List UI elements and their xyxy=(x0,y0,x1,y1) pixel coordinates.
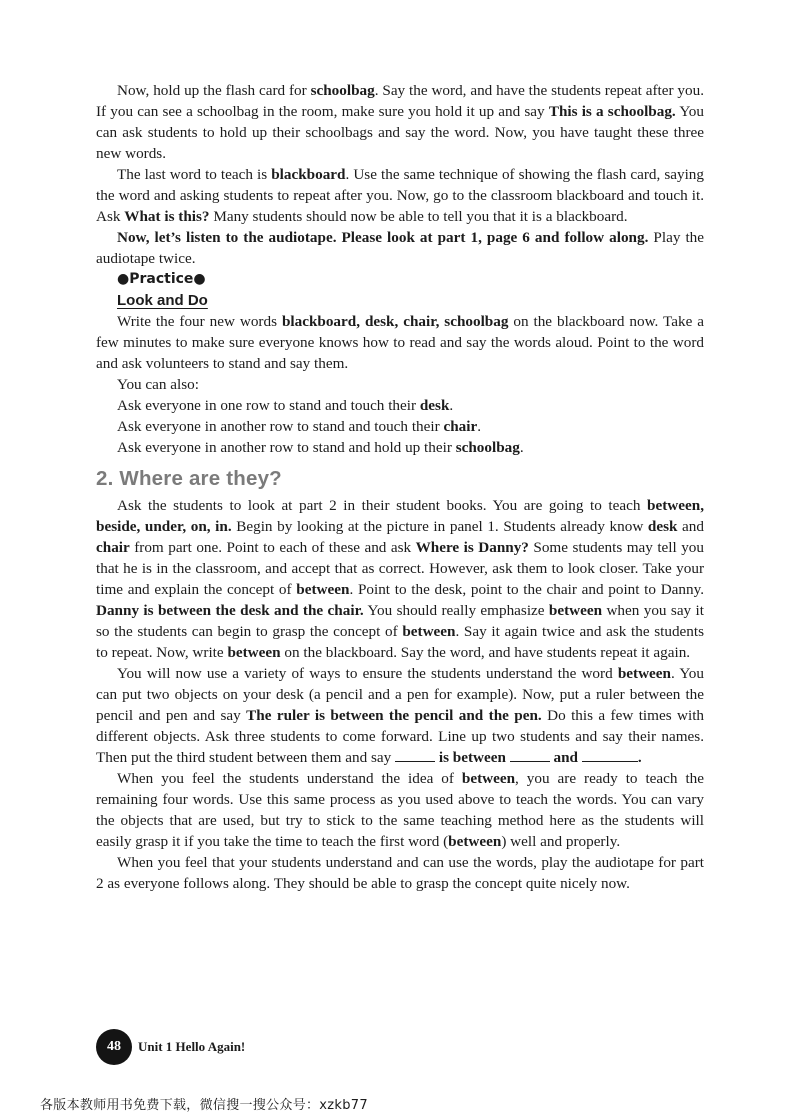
text-run: You can ask students to hold up their schoolbags and say the word. Now, you have taught these three new words. xyxy=(96,103,704,162)
bold-run: desk xyxy=(419,397,450,414)
text-run: Some students may tell you that he is in the classroom, and accept that as correct. However, ask them to look closer. Take your time and explain the concept of xyxy=(96,539,704,598)
bold-run: The ruler is between the pencil and the pen. xyxy=(246,707,542,724)
bold-run: This is a schoolbag. xyxy=(548,103,676,120)
bold-run: chair xyxy=(96,539,130,556)
text-run: and xyxy=(677,518,704,535)
bold-run: between xyxy=(448,833,502,850)
fill-in-blank xyxy=(582,748,638,762)
bold-run: schoolbag xyxy=(310,82,375,99)
text-run: Ask the students to look at part 2 in their student books. You are going to teach xyxy=(117,497,648,514)
text-run: . You can put two objects on your desk (a pencil and a pen for example). Now, put a ruler between the pencil and pen and say xyxy=(96,665,704,724)
subheading-text: Look and Do xyxy=(117,292,208,309)
look-and-do-subheading xyxy=(96,290,704,311)
text-run: Many students should now be able to tell you that it is a blackboard. xyxy=(209,208,628,225)
page-content xyxy=(96,80,704,894)
bold-run: What is this? xyxy=(124,208,210,225)
bold-run: is between xyxy=(435,749,506,766)
bold-run: blackboard, desk, chair, schoolbag xyxy=(281,313,509,330)
bold-run: desk xyxy=(647,518,678,535)
text-run: Ask everyone in another row to stand and hold up their xyxy=(117,439,456,456)
paragraph-audiotape xyxy=(96,227,704,269)
list-item xyxy=(96,395,704,416)
paragraph-remaining-words xyxy=(96,768,704,852)
text-run: when you say it so the students can begin to grasp the concept of xyxy=(96,602,704,640)
text-run: When you feel the students understand the idea of xyxy=(117,770,462,787)
text-run: Play the audiotape twice. xyxy=(96,229,704,267)
bold-run: between xyxy=(461,770,516,787)
you-can-also: You can also: xyxy=(117,376,199,393)
text-run: . xyxy=(519,439,524,456)
text-run: . Say the word, and have the students repeat after you. If you can see a schoolbag in the room, make sure you hold it up and say xyxy=(96,82,704,120)
text-run: The last word to teach is xyxy=(117,166,272,183)
bold-run: and xyxy=(549,749,582,766)
text-run: . xyxy=(477,418,481,435)
paragraph-between-intro xyxy=(96,495,704,663)
text-run: . xyxy=(449,397,454,414)
text-run: . Say it again twice and ask the students to repeat. Now, write xyxy=(96,623,705,661)
paragraph-schoolbag xyxy=(96,80,704,164)
text-run: , you are ready to teach the remaining four words. Use this same process as you used above to teach the words. You can vary the objects that are used, but try to stick to the same teaching method here as the students will easily grasp it if you take the time to teach the first word ( xyxy=(96,770,705,850)
bold-run: . xyxy=(637,749,642,766)
fill-in-blank xyxy=(510,748,550,762)
list-item xyxy=(96,416,704,437)
text-run: You should really emphasize xyxy=(363,602,549,619)
text-run: . Use the same technique of showing the flash card, saying the word and asking students to repeat after you. Now, go to the classroom blackboard and touch it. Ask xyxy=(96,166,704,225)
bold-run: between xyxy=(296,581,350,598)
bold-run: schoolbag xyxy=(455,439,520,456)
page-number-badge: 48 xyxy=(96,1029,132,1065)
bold-run: Danny is between the desk and the chair. xyxy=(96,602,364,619)
bold-run: blackboard xyxy=(271,166,346,183)
bold-run: between xyxy=(617,665,671,682)
bold-run: between xyxy=(402,623,456,640)
section-title: 2. Where are they? xyxy=(96,467,282,490)
bold-run: between, beside, under, on, in. xyxy=(96,497,704,535)
page-footer xyxy=(96,1029,245,1065)
text-run: on the blackboard now. Take a few minutes to make sure everyone knows how to read and say the words aloud. Point to the word and ask volunteers to stand and say them. xyxy=(96,313,704,372)
paragraph-play-audiotape: When you feel that your students understand and can use the words, play the audiotape for part 2 as everyone follows along. They should be able to grasp the concept quite nicely now. xyxy=(96,854,704,892)
fill-in-blank xyxy=(395,748,435,762)
watermark-text: 各版本教师用书免费下载，微信搜一搜公众号：xzkb77 xyxy=(40,1098,368,1113)
paragraph-four-words xyxy=(96,311,704,374)
text-run: You will now use a variety of ways to ensure the students understand the word xyxy=(117,665,618,682)
text-run: Begin by looking at the picture in panel 1. Students already know xyxy=(231,518,648,535)
list-item xyxy=(96,437,704,458)
text-run: Ask everyone in another row to stand and touch their xyxy=(117,418,444,435)
text-run: ) well and properly. xyxy=(501,833,621,850)
bold-run: Now, let’s listen to the audiotape. Please look at part 1, page 6 and follow along. xyxy=(117,229,649,246)
paragraph-variety-of-ways xyxy=(96,663,704,768)
text-run: Do this a few times with different objects. Ask three students to come forward. Line up two students and say their names. Then put the third student between them and say xyxy=(96,707,705,766)
unit-title: Unit 1 Hello Again! xyxy=(138,1039,246,1054)
paragraph-blackboard xyxy=(96,164,704,227)
text-run: . Point to the desk, point to the chair and point to Danny. xyxy=(349,581,704,598)
bold-run: chair xyxy=(443,418,478,435)
text-run: from part one. Point to each of these and ask xyxy=(129,539,416,556)
bold-run: between xyxy=(227,644,281,661)
text-run: on the blackboard. Say the word, and have students repeat it again. xyxy=(280,644,691,661)
text-run: Now, hold up the flash card for xyxy=(117,82,311,99)
bold-run: between xyxy=(548,602,603,619)
bold-run: Where is Danny? xyxy=(415,539,529,556)
text-run: Ask everyone in one row to stand and touch their xyxy=(117,397,420,414)
practice-heading: ●Practice● xyxy=(117,271,206,287)
text-run: Write the four new words xyxy=(117,313,282,330)
